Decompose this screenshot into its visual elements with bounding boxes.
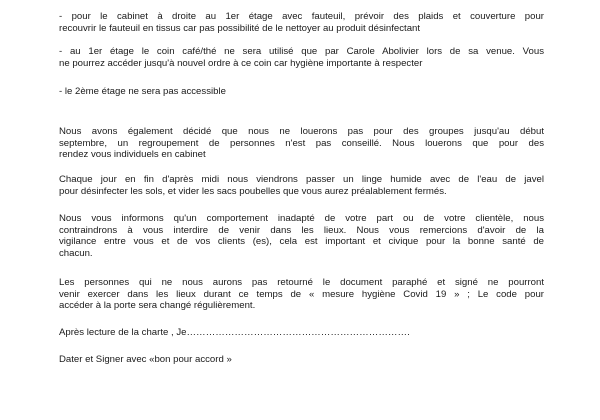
text-line: Nous vous informons qu'un comportement inadapté de votre part ou de votre clientèle, nous [59,213,544,224]
text-line: Après lecture de la charte , Je……………………………………………………………. [59,327,410,338]
text-line: - pour le cabinet à droite au 1er étage avec fauteuil, prévoir des plaids et couverture pour [59,11,544,22]
paragraph-document-signe [59,277,544,312]
paragraph-dater-signer [59,354,544,366]
paragraph-comportement [59,213,544,259]
text-line: chacun. [59,247,93,259]
text-line: - le 2ème étage ne sera pas accessible [59,86,226,97]
text-line: septembre, un regroupement de personnes n'est pas conseillé. Nous louerons que pour des [59,137,544,149]
text-line: Dater et Signer avec «bon pour accord » [59,354,232,365]
text-line: Chaque jour en fin d'après midi nous viendrons passer un linge humide avec de l'eau de javel [59,174,544,185]
paragraph-groupes [59,126,544,161]
text-line: pour désinfecter les sols, et vider les sacs poubelles que vous aurez préalablement fermés. [59,185,447,197]
paragraph-deuxieme-etage [59,86,544,98]
text-line: accéder à la porte sera changé régulièrement. [59,300,256,312]
text-line: venir exercer dans les lieux durant ce temps de « mesure hygiène Covid 19 » ; Le code pour [59,288,544,300]
text-line: Nous avons également décidé que nous ne louerons pas pour des groupes jusqu'au début [59,126,544,137]
paragraph-cabinet-droite [59,11,544,34]
paragraph-nettoyage [59,174,544,197]
text-line: - au 1er étage le coin café/thé ne sera utilisé que par Carole Abolivier lors de sa venue. Vous [59,46,544,57]
text-line: recouvrir le fauteuil en tissus car pas possibilité de le nettoyer au produit désinfectant [59,22,421,34]
text-line: rendez vous individuels en cabinet [59,149,206,161]
paragraph-coin-cafe [59,46,544,69]
paragraph-lecture-charte [59,327,544,339]
text-line: vigilance entre vous et de vos clients (es), cela est important et civique pour la bonne santé de [59,236,544,248]
text-line: contraindrons à vous interdire de venir dans les lieux. Nous vous remercions d'avoir de la [59,224,544,236]
text-line: Les personnes qui ne nous aurons pas retourné le document paraphé et signé ne pourront [59,277,544,288]
text-line: ne pourrez accéder jusqu'à nouvel ordre à ce coin car hygiène importante à respecter [59,57,423,69]
